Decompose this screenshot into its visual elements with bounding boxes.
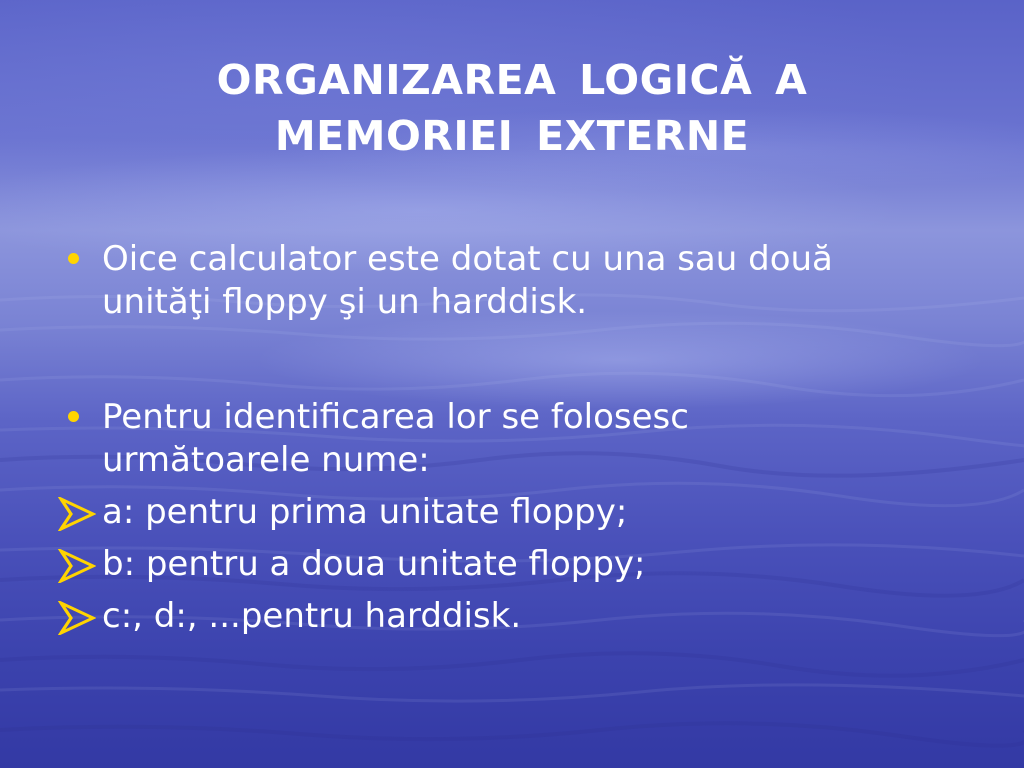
sub-item-text: a: pentru prima unitate floppy; <box>102 492 628 532</box>
arrow-bullet-icon <box>58 497 96 531</box>
sub-list-item <box>58 595 982 638</box>
sub-item-text: b: pentru a doua unitate floppy; <box>102 544 646 584</box>
round-bullet-icon <box>68 411 79 422</box>
round-bullet-icon <box>68 253 79 264</box>
bullet-item <box>62 396 982 482</box>
bullet-text-line-1: Oice calculator este dotat cu una sau două <box>102 239 833 279</box>
bullet-text-line-2: unităţi floppy şi un harddisk. <box>102 282 588 322</box>
sub-list-item <box>58 543 982 586</box>
slide-body <box>62 238 982 638</box>
bullet-item <box>62 238 982 324</box>
slide-title <box>40 52 984 164</box>
bullet-text-line-2: următoarele nume: <box>102 440 430 480</box>
title-line-2: MEMORIEI EXTERNE <box>274 112 750 160</box>
sub-list-item <box>58 491 982 534</box>
bullet-text-line-1: Pentru identificarea lor se folosesc <box>102 397 689 437</box>
sub-item-text: c:, d:, ...pentru harddisk. <box>102 596 522 636</box>
arrow-bullet-icon <box>58 601 96 635</box>
title-line-1: ORGANIZAREA LOGICĂ A <box>216 56 808 104</box>
arrow-bullet-icon <box>58 549 96 583</box>
